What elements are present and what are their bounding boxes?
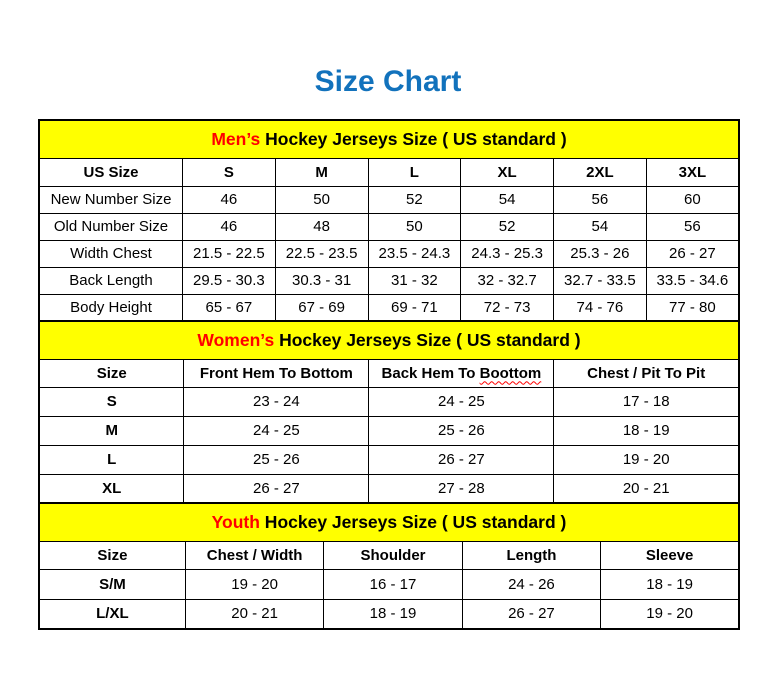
row-label-cell: M: [39, 416, 184, 445]
column-header-chest-width: Chest / Width: [185, 541, 324, 569]
youth-section-title-rest: Hockey Jerseys Size ( US standard ): [259, 511, 567, 532]
womens-section-title: [39, 321, 739, 359]
page-title: Size Chart: [314, 65, 462, 98]
womens-section-header-row: [39, 321, 739, 359]
value-cell: 54: [461, 186, 554, 213]
row-label-cell: Body Height: [39, 294, 183, 321]
value-cell: 46: [183, 186, 276, 213]
value-cell: 72 - 73: [461, 294, 554, 321]
column-header-3xl: 3XL: [646, 158, 739, 186]
value-cell: 19 - 20: [185, 569, 324, 599]
value-cell: 50: [275, 186, 368, 213]
column-header-size: Size: [39, 541, 185, 569]
value-cell: 56: [554, 186, 647, 213]
value-cell: 23.5 - 24.3: [368, 240, 461, 267]
youth-size-table: [38, 502, 740, 630]
column-header-size: Size: [39, 359, 184, 387]
row-label-cell: Width Chest: [39, 240, 183, 267]
table-row: [39, 599, 739, 629]
back-hem-label-prefix: Back Hem To: [381, 364, 480, 382]
mens-section-header-row: [39, 120, 739, 158]
value-cell: 17 - 18: [554, 387, 739, 416]
value-cell: 18 - 19: [324, 599, 462, 629]
value-cell: 60: [646, 186, 739, 213]
value-cell: 19 - 20: [601, 599, 739, 629]
column-header-shoulder: Shoulder: [324, 541, 462, 569]
row-label-cell: Back Length: [39, 267, 183, 294]
value-cell: 65 - 67: [183, 294, 276, 321]
youth-column-header-row: [39, 541, 739, 569]
value-cell: 16 - 17: [324, 569, 462, 599]
value-cell: 56: [646, 213, 739, 240]
mens-column-header-row: [39, 158, 739, 186]
row-label-cell: XL: [39, 474, 184, 503]
row-label-cell: L: [39, 445, 184, 474]
value-cell: 27 - 28: [369, 474, 554, 503]
value-cell: 24 - 26: [462, 569, 601, 599]
column-header-length: Length: [462, 541, 601, 569]
mens-size-table: [38, 119, 740, 322]
column-header-l: L: [368, 158, 461, 186]
row-label-cell: New Number Size: [39, 186, 183, 213]
value-cell: 31 - 32: [368, 267, 461, 294]
value-cell: 20 - 21: [185, 599, 324, 629]
value-cell: 32 - 32.7: [461, 267, 554, 294]
value-cell: 21.5 - 22.5: [183, 240, 276, 267]
womens-column-header-row: [39, 359, 739, 387]
table-row: [39, 569, 739, 599]
mens-section-title-rest: Hockey Jerseys Size ( US standard ): [260, 128, 567, 149]
value-cell: 25 - 26: [369, 416, 554, 445]
value-cell: 52: [461, 213, 554, 240]
value-cell: 32.7 - 33.5: [554, 267, 647, 294]
value-cell: 25 - 26: [184, 445, 369, 474]
womens-table-body: [39, 387, 739, 503]
value-cell: 74 - 76: [554, 294, 647, 321]
size-tables-container: [38, 119, 740, 630]
row-label-cell: S: [39, 387, 184, 416]
value-cell: 26 - 27: [184, 474, 369, 503]
value-cell: 30.3 - 31: [275, 267, 368, 294]
table-row: [39, 416, 739, 445]
value-cell: 33.5 - 34.6: [646, 267, 739, 294]
row-label-cell: Old Number Size: [39, 213, 183, 240]
table-row: [39, 267, 739, 294]
womens-size-table: [38, 320, 740, 504]
youth-section-header-row: [39, 503, 739, 541]
youth-table-body: [39, 569, 739, 629]
value-cell: 29.5 - 30.3: [183, 267, 276, 294]
column-header-2xl: 2XL: [554, 158, 647, 186]
column-header-us-size: US Size: [39, 158, 183, 186]
value-cell: 19 - 20: [554, 445, 739, 474]
value-cell: 54: [554, 213, 647, 240]
value-cell: 48: [275, 213, 368, 240]
value-cell: 24.3 - 25.3: [461, 240, 554, 267]
column-header-m: M: [275, 158, 368, 186]
womens-section-title-highlight: Women’s: [197, 329, 275, 350]
misspelled-word: Boottom: [479, 364, 542, 382]
value-cell: 26 - 27: [646, 240, 739, 267]
column-header-s: S: [183, 158, 276, 186]
value-cell: 18 - 19: [601, 569, 739, 599]
value-cell: 23 - 24: [184, 387, 369, 416]
column-header-chest-pit: Chest / Pit To Pit: [554, 359, 739, 387]
value-cell: 25.3 - 26: [554, 240, 647, 267]
table-row: [39, 186, 739, 213]
table-row: [39, 445, 739, 474]
value-cell: 26 - 27: [462, 599, 601, 629]
row-label-cell: L/XL: [39, 599, 185, 629]
mens-section-title: [39, 120, 739, 158]
womens-section-title-rest: Hockey Jerseys Size ( US standard ): [274, 329, 581, 350]
value-cell: 26 - 27: [369, 445, 554, 474]
youth-section-title: [39, 503, 739, 541]
value-cell: 20 - 21: [554, 474, 739, 503]
value-cell: 18 - 19: [554, 416, 739, 445]
table-row: [39, 387, 739, 416]
value-cell: 77 - 80: [646, 294, 739, 321]
mens-table-body: [39, 186, 739, 321]
youth-section-title-highlight: Youth: [211, 511, 260, 532]
table-row: [39, 213, 739, 240]
value-cell: 46: [183, 213, 276, 240]
table-row: [39, 240, 739, 267]
value-cell: 67 - 69: [275, 294, 368, 321]
value-cell: 50: [368, 213, 461, 240]
column-header-back-hem: [369, 359, 554, 387]
column-header-sleeve: Sleeve: [601, 541, 739, 569]
mens-section-title-highlight: Men’s: [211, 128, 261, 149]
value-cell: 69 - 71: [368, 294, 461, 321]
column-header-front-hem: Front Hem To Bottom: [184, 359, 369, 387]
value-cell: 52: [368, 186, 461, 213]
table-row: [39, 474, 739, 503]
value-cell: 24 - 25: [184, 416, 369, 445]
table-row: [39, 294, 739, 321]
column-header-xl: XL: [461, 158, 554, 186]
value-cell: 24 - 25: [369, 387, 554, 416]
value-cell: 22.5 - 23.5: [275, 240, 368, 267]
row-label-cell: S/M: [39, 569, 185, 599]
